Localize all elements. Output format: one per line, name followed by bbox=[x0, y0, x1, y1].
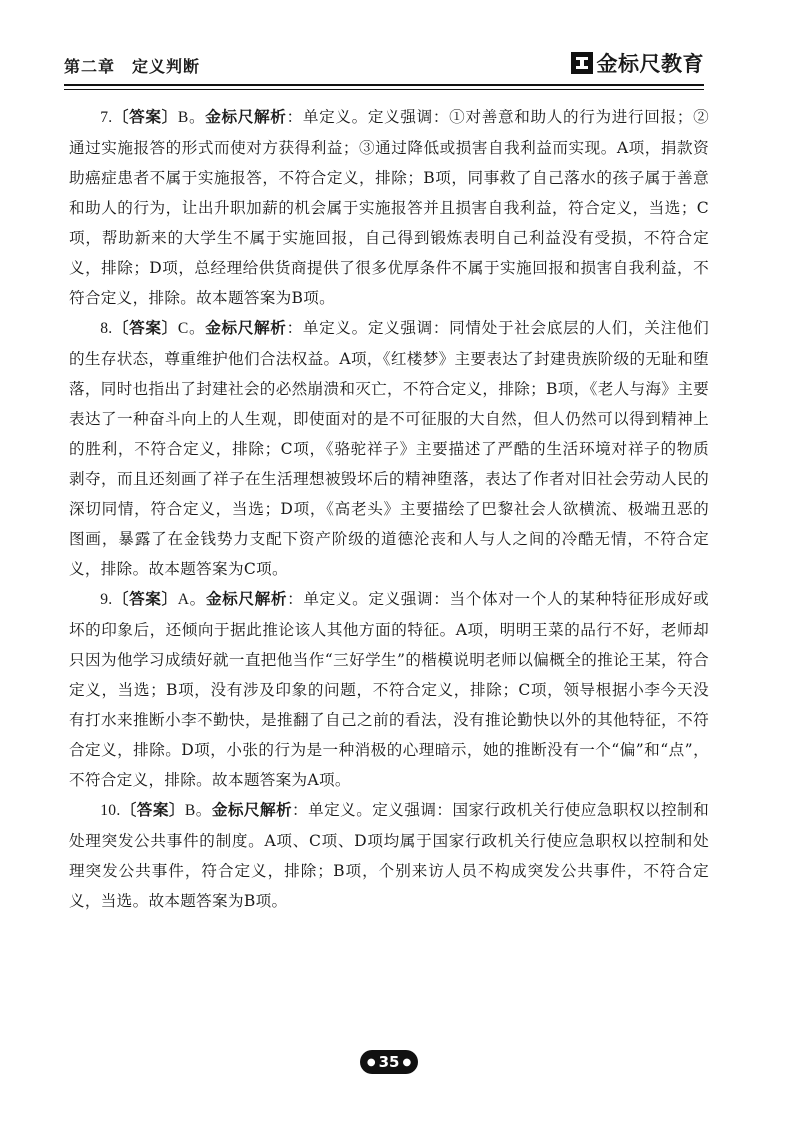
chapter-title: 第二章 定义判断 bbox=[64, 57, 201, 76]
answer-tag: 〔答案〕 bbox=[112, 590, 178, 608]
answer-tag: 〔答案〕 bbox=[112, 319, 178, 337]
solution-label: 金标尺解析 bbox=[205, 108, 287, 126]
brand-logo-icon bbox=[571, 52, 593, 74]
dot-left-icon: ● bbox=[366, 1056, 376, 1068]
answer-letter: B。 bbox=[184, 802, 212, 819]
answer-tag: 〔答案〕 bbox=[112, 108, 178, 126]
item-number: 8. bbox=[100, 320, 113, 337]
answer-letter: C。 bbox=[177, 320, 206, 337]
brand-name: 金标尺教育 bbox=[596, 52, 704, 76]
page-header bbox=[64, 48, 704, 88]
header-rule-thin bbox=[64, 89, 704, 90]
answer-tag: 〔答案〕 bbox=[120, 801, 185, 819]
answer-item-8 bbox=[69, 313, 709, 584]
item-number: 9. bbox=[100, 591, 113, 608]
answer-letter: A。 bbox=[177, 591, 206, 608]
solution-label: 金标尺解析 bbox=[211, 801, 293, 819]
page-number: 35 bbox=[378, 1053, 400, 1071]
solution-text: ：单定义。定义强调：同情处于社会底层的人们，关注他们的生存状态，尊重维护他们合法权益。A项，《红楼梦》主要表达了封建贵族阶级的无耻和堕落，同时也指出了封建社会的必然崩溃和灭亡，不符合定义，排除；B项，《老人与海》主要表达了一种奋斗向上的人生观，即使面对的是不可征服的大自然，但人仍然可以得到精神上的胜利，不符合定义，排除；C项，《骆驼祥子》主要描述了严酷的生活环境对祥子的物质剥夺，而且还刻画了祥子在生活理想被毁坏后的精神堕落，表达了作者对旧社会劳动人民的深切同情，符合定义，当选；D项，《高老头》主要描绘了巴黎社会人欲横流、极端丑恶的图画，暴露了在金钱势力支配下资产阶级的道德沦丧和人与人之间的冷酷无情，不符合定义，排除。故本题答案为C项。 bbox=[69, 319, 709, 578]
answer-item-10 bbox=[69, 795, 709, 916]
solution-text: ：单定义。定义强调：①对善意和助人的行为进行回报；②通过实施报答的形式而使对方获得利益；③通过降低或损害自我利益而实现。A项，捐款资助癌症患者不属于实施报答，不符合定义，排除；B项，同事救了自己落水的孩子属于善意和助人的行为，让出升职加薪的机会属于实施报答并且损害自我利益，符合定义，当选；C项，帮助新来的大学生不属于实施回报，自己得到锻炼表明自己利益没有受损，不符合定义，排除；D项，总经理给供货商提供了很多优厚条件不属于实施回报和损害自我利益，不符合定义，排除。故本题答案为B项。 bbox=[69, 108, 709, 307]
page-number-badge bbox=[360, 1050, 418, 1074]
answer-item-7 bbox=[69, 102, 709, 313]
answer-item-9 bbox=[69, 584, 709, 795]
solution-label: 金标尺解析 bbox=[205, 319, 287, 337]
item-number: 10. bbox=[100, 802, 121, 819]
solution-text: ：单定义。定义强调：国家行政机关行使应急职权以控制和处理突发公共事件的制度。A项、C项、D项均属于国家行政机关行使应急职权以控制和处理突发公共事件，符合定义，排除；B项，个别来访人员不构成突发公共事件，不符合定义，当选。故本题答案为B项。 bbox=[69, 801, 709, 910]
solution-text: ：单定义。定义强调：当个体对一个人的某种特征形成好或坏的印象后，还倾向于据此推论该人其他方面的特征。A项，明明王菜的品行不好，老师却只因为他学习成绩好就一直把他当作“三好学生”的楷模说明老师以偏概全的推论王某，符合定义，当选；B项，没有涉及印象的问题，不符合定义，排除；C项，领导根据小李今天没有打水来推断小李不勤快，是推翻了自己之前的看法，没有推论勤快以外的其他特征，不符合定义，排除。D项，小张的行为是一种消极的心理暗示，她的推断没有一个“偏”和“点”，不符合定义，排除。故本题答案为A项。 bbox=[69, 590, 709, 789]
header-rule bbox=[64, 84, 704, 86]
answer-letter: B。 bbox=[177, 109, 206, 126]
answer-list bbox=[69, 102, 709, 916]
brand-logo bbox=[571, 48, 705, 78]
dot-right-icon: ● bbox=[402, 1056, 412, 1068]
solution-label: 金标尺解析 bbox=[205, 590, 288, 608]
item-number: 7. bbox=[100, 109, 113, 126]
